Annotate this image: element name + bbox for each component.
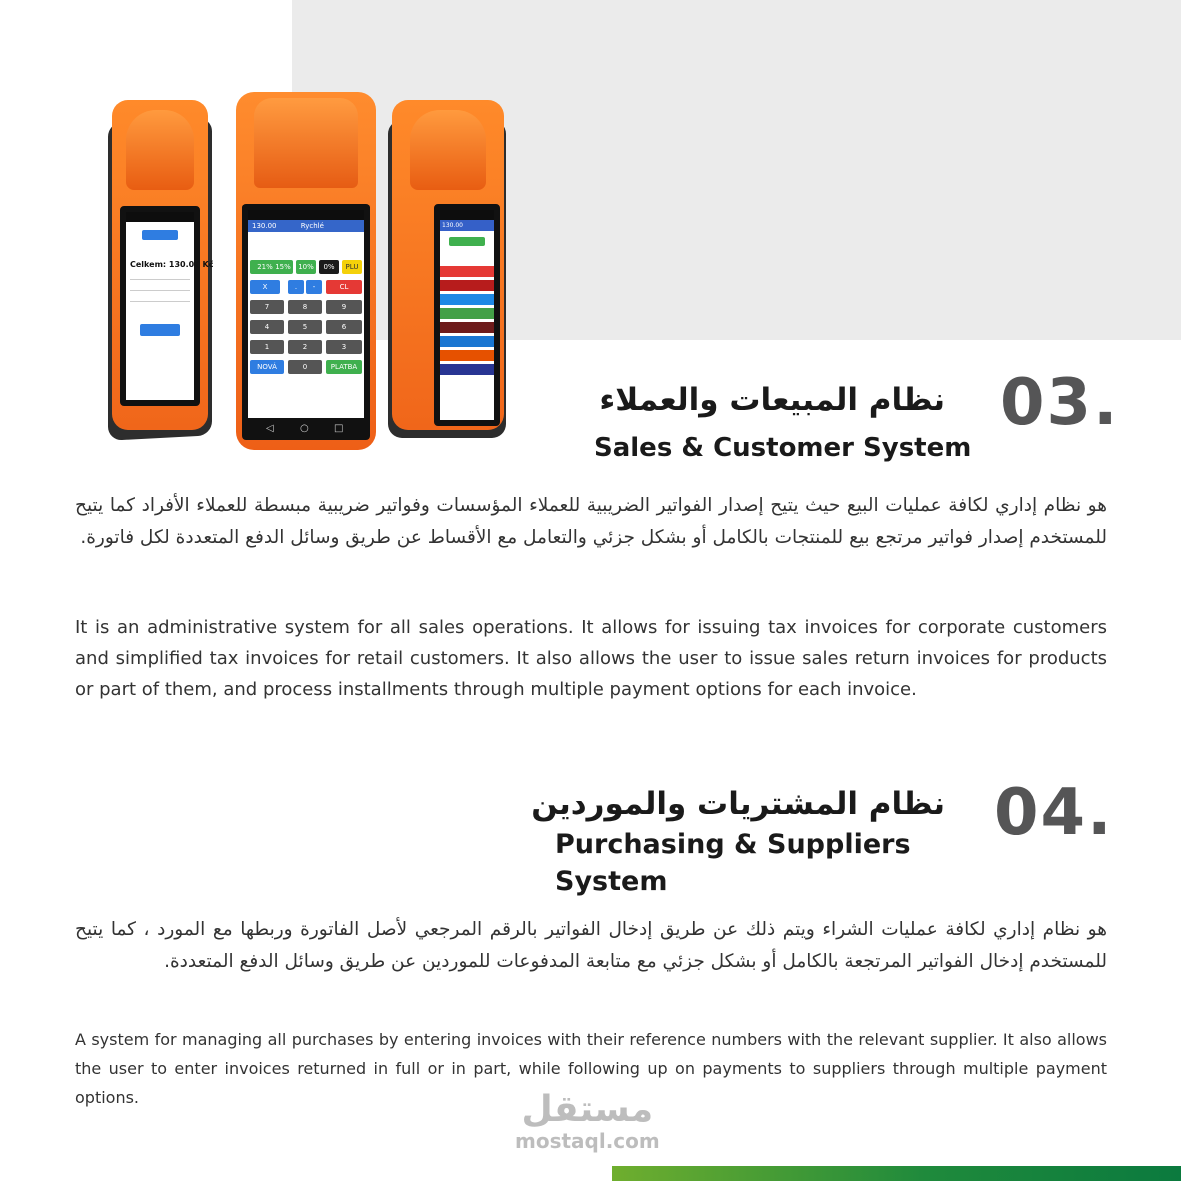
- section-03-paragraph-en: It is an administrative system for all sales operations. It allows for issuing tax invoices for corporate customers and simplified tax invoices for retail customers. It also allows the user to issue sales return invoices for products or part of them, and process installments through multiple payment options for each invoice.: [75, 617, 1107, 700]
- back-icon: ◁: [266, 423, 274, 434]
- section-03-number: 03.: [1000, 366, 1120, 440]
- key: X: [250, 280, 280, 294]
- key: 4: [250, 320, 284, 334]
- watermark: [515, 1090, 660, 1152]
- center-keypad: [248, 232, 364, 432]
- key: PLATBA: [326, 360, 362, 374]
- key: 8: [288, 300, 322, 314]
- center-total-text: 130.00: [252, 222, 277, 230]
- key: 0: [288, 360, 322, 374]
- right-device: [392, 100, 504, 430]
- section-03-paragraph-ar: هو نظام إداري لكافة عمليات البيع حيث يتيح إصدار الفواتير الضريبية للعملاء المؤسسات وفواتير ضريبية مبسطة للعملاء الأفراد كما يتيح للمستخدم إصدار فواتير مرتجع بيع للمنتجات بالكامل أو بشكل جزئي والتعامل مع الأقساط عن طريق وسائل الدفع المتعددة لكل فاتورة.: [75, 495, 1107, 548]
- left-device: [112, 100, 214, 430]
- section-04-number: 04.: [994, 776, 1114, 850]
- home-icon: ○: [300, 423, 309, 434]
- key: 9: [326, 300, 362, 314]
- right-device-screen: [434, 204, 500, 426]
- key: 15%: [273, 260, 293, 274]
- key: NOVÁ: [250, 360, 284, 374]
- center-printer-head: [254, 98, 358, 188]
- key: CL: [326, 280, 362, 294]
- left-total-text: Celkem: 130.00 Kč: [130, 260, 214, 269]
- section-04-paragraph-en: A system for managing all purchases by entering invoices with their reference numbers with the relevant supplier. It also allows the user to enter invoices returned in full or in part, while following up on payments to suppliers through multiple payment options.: [75, 1030, 1107, 1107]
- section-04-paragraph-ar: هو نظام إداري لكافة عمليات الشراء ويتم ذلك عن طريق إدخال الفواتير بالرقم المرجعي لأصل الفاتورة وربطها مع المورد ، كما يتيح للمستخدم إدخال الفواتير المرتجعة بالكامل أو بشكل جزئي مع متابعة المدفوعات للموردين عن طريق وسائل الدفع المتعددة.: [75, 919, 1107, 972]
- pos-devices-image: [0, 0, 560, 470]
- key: 5: [288, 320, 322, 334]
- center-device-screen: [242, 204, 370, 438]
- key: 2: [288, 340, 322, 354]
- section-03-title-en: Sales & Customer System: [594, 433, 972, 463]
- key: 21%: [250, 260, 280, 274]
- center-tab-label: Rychlé: [300, 222, 324, 230]
- key: 3: [326, 340, 362, 354]
- footer-accent-bar: [612, 1166, 1181, 1181]
- right-total-text: 130.00: [440, 220, 494, 231]
- key: 7: [250, 300, 284, 314]
- key: 6: [326, 320, 362, 334]
- recent-apps-icon: □: [334, 423, 344, 434]
- center-device: [236, 92, 376, 450]
- key: .: [288, 280, 304, 294]
- section-03-title-ar: نظام المبيعات والعملاء: [599, 382, 945, 418]
- center-nav-bar: [242, 418, 370, 440]
- watermark-en: mostaql.com: [515, 1129, 660, 1153]
- right-printer-head: [410, 110, 486, 190]
- section-04-title-ar: نظام المشتريات والموردين: [531, 786, 945, 822]
- key: PLU: [342, 260, 362, 274]
- watermark-ar: مستقل: [521, 1089, 654, 1130]
- key: -: [306, 280, 322, 294]
- left-device-screen: [120, 206, 214, 406]
- section-04-title-en: Purchasing & Suppliers System: [555, 829, 911, 897]
- key: 1: [250, 340, 284, 354]
- key: 0%: [319, 260, 339, 274]
- left-printer-head: [126, 110, 194, 190]
- key: 10%: [296, 260, 316, 274]
